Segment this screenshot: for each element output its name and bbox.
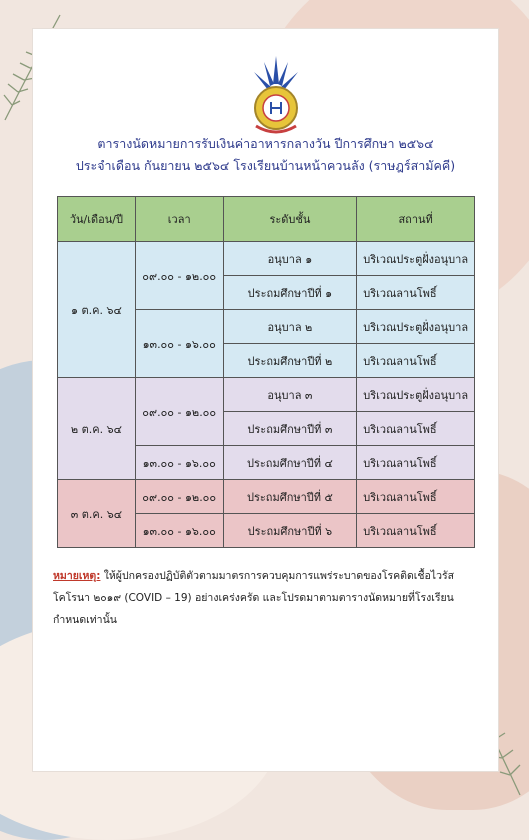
place-cell: บริเวณลานโพธิ์ [357, 480, 475, 514]
level-cell: ประถมศึกษาปีที่ ๑ [223, 276, 357, 310]
place-cell: บริเวณประตูฝั่งอนุบาล [357, 242, 475, 276]
time-cell: ๐๙.๐๐ - ๑๒.๐๐ [135, 242, 223, 310]
level-cell: อนุบาล ๓ [223, 378, 357, 412]
table-row [58, 242, 475, 276]
place-cell: บริเวณลานโพธิ์ [357, 276, 475, 310]
time-cell: ๐๙.๐๐ - ๑๒.๐๐ [135, 378, 223, 446]
table-header-row [58, 197, 475, 242]
note-paragraph [53, 565, 478, 631]
time-cell: ๐๙.๐๐ - ๑๒.๐๐ [135, 480, 223, 514]
column-header-level: ระดับชั้น [223, 197, 357, 242]
schedule-table [57, 196, 475, 548]
time-cell: ๑๓.๐๐ - ๑๖.๐๐ [135, 514, 223, 548]
level-cell: ประถมศึกษาปีที่ ๕ [223, 480, 357, 514]
level-cell: อนุบาล ๒ [223, 310, 357, 344]
place-cell: บริเวณประตูฝั่งอนุบาล [357, 378, 475, 412]
table-row [58, 480, 475, 514]
page-title: ตารางนัดหมายการรับเงินค่าอาหารกลางวัน ปีการศึกษา ๒๕๖๔ [97, 136, 434, 151]
place-cell: บริเวณลานโพธิ์ [357, 514, 475, 548]
schedule-card [32, 28, 499, 772]
place-cell: บริเวณประตูฝั่งอนุบาล [357, 310, 475, 344]
time-cell: ๑๓.๐๐ - ๑๖.๐๐ [135, 310, 223, 378]
level-cell: ประถมศึกษาปีที่ ๔ [223, 446, 357, 480]
column-header-time: เวลา [135, 197, 223, 242]
level-cell: ประถมศึกษาปีที่ ๖ [223, 514, 357, 548]
place-cell: บริเวณลานโพธิ์ [357, 344, 475, 378]
column-header-place: สถานที่ [357, 197, 475, 242]
place-cell: บริเวณลานโพธิ์ [357, 446, 475, 480]
page-subtitle: ประจำเดือน กันยายน ๒๕๖๔ โรงเรียนบ้านหน้าควนลัง (ราษฎร์สามัคคี) [75, 158, 456, 173]
place-cell: บริเวณลานโพธิ์ [357, 412, 475, 446]
date-cell: ๓ ต.ค. ๖๔ [58, 480, 136, 548]
column-header-date: วัน/เดือน/ปี [58, 197, 136, 242]
table-row [58, 378, 475, 412]
level-cell: ประถมศึกษาปีที่ ๒ [223, 344, 357, 378]
date-cell: ๑ ต.ค. ๖๔ [58, 242, 136, 378]
date-cell: ๒ ต.ค. ๖๔ [58, 378, 136, 480]
note-label: หมายเหตุ: [53, 570, 101, 582]
time-cell: ๑๓.๐๐ - ๑๖.๐๐ [135, 446, 223, 480]
level-cell: อนุบาล ๑ [223, 242, 357, 276]
note-text: ให้ผู้ปกครองปฏิบัติตัวตามมาตรการควบคุมการแพร่ระบาดของโรคติดเชื้อไวรัสโคโรนา ๒๐๑๙ (COVID – 19) อย่างเคร่งครัด และโปรดมาตามตารางนัดหมายที่โรงเรียนกำหนดเท่านั้น [53, 570, 455, 626]
school-logo-icon [250, 54, 302, 144]
level-cell: ประถมศึกษาปีที่ ๓ [223, 412, 357, 446]
